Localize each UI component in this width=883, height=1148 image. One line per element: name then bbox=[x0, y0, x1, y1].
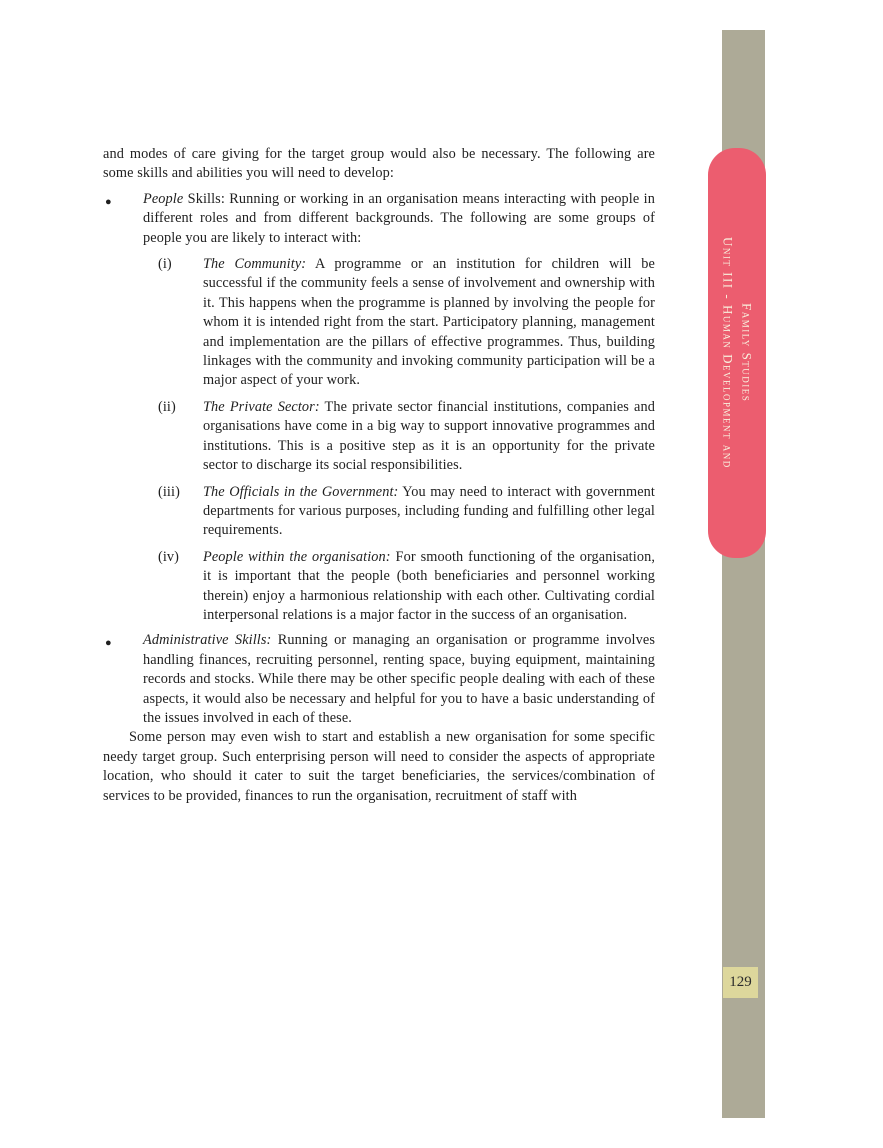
sub-item-lead: People within the organisation: bbox=[203, 548, 391, 565]
sub-item-marker: (ii) bbox=[158, 398, 176, 415]
sub-item-text: For smooth functioning of the organisation, it is important that the people (both beneficiaries and personnel working therein) enjoy a harmonious relationship with each other. Cultivating cordial interpersonal relations is a major factor in the success of an organisation. bbox=[203, 548, 655, 623]
bullet-lead: People bbox=[143, 190, 184, 207]
bullet-lead: Administrative Skills: bbox=[143, 632, 272, 649]
sub-item-marker: (iv) bbox=[158, 548, 180, 565]
closing-paragraph: Some person may even wish to start and establish a new organisation for some specific needy target group. Such enterprising person will need to consider the aspects of appropriate location, who should it cater to suit the target beneficiaries, the services/combination of services to be provided, finances to run the organisation, recruitment of staff with bbox=[103, 729, 655, 804]
sub-item-marker: (iii) bbox=[158, 483, 180, 500]
sub-item-lead: The Private Sector: bbox=[203, 398, 320, 415]
sub-item-people-within-organisation bbox=[143, 548, 655, 626]
bullet-text: Running or managing an organisation or programme involves handling finances, recruiting personnel, renting space, buying equipment, maintaining records and stocks. While there may be other specific people dealing with each of these aspects, it would also be necessary and helpful for you to have a basic understanding of the issues involved in each of these. bbox=[143, 632, 655, 726]
sub-item-private-sector bbox=[143, 398, 655, 476]
sub-item-text: The private sector financial institutions, companies and organisations have come in a big way to support innovative programmes and institutions. This is a positive step as it is an opportunity for the private sector to discharge its social responsibilities. bbox=[203, 398, 655, 474]
sub-item-community bbox=[143, 255, 655, 391]
unit-tab-label-line1: Unit III - Human Development and bbox=[720, 237, 736, 469]
unit-tab bbox=[708, 148, 766, 558]
page-number-badge bbox=[723, 967, 758, 998]
bullet-marker: ● bbox=[105, 195, 112, 208]
sub-item-government-officials bbox=[143, 483, 655, 541]
bullet-item-administrative-skills bbox=[103, 631, 655, 728]
sub-item-lead: The Officials in the Government: bbox=[203, 483, 399, 500]
sub-item-text: A programme or an institution for children will be successful if the community feels a sense of involvement and ownership with it. This happens when the programme is planned by involving the people for whom it is intended right from the start. Participatory planning, management and implementation are the pillars of effective programmes. Thus, building linkages with the community and invoking community participation will be a major aspect of your work. bbox=[203, 256, 655, 389]
bullet-marker: ● bbox=[105, 637, 112, 650]
page-content bbox=[103, 145, 655, 806]
sub-item-text: You may need to interact with government departments for various purposes, including funding and fulfilling other legal requirements. bbox=[203, 483, 655, 539]
page-number: 129 bbox=[729, 974, 752, 990]
intro-paragraph: and modes of care giving for the target group would also be necessary. The following are some skills and abilities you will need to develop: bbox=[103, 146, 655, 182]
bullet-text: Skills: Running or working in an organisation means interacting with people in different roles and from different backgrounds. The following are some groups of people you are likely to interact with: bbox=[143, 190, 655, 246]
sub-item-lead: The Community: bbox=[203, 256, 307, 273]
unit-tab-label-line2: Family Studies bbox=[739, 303, 755, 403]
sub-item-marker: (i) bbox=[158, 256, 172, 273]
bullet-item-people-skills bbox=[103, 190, 655, 626]
